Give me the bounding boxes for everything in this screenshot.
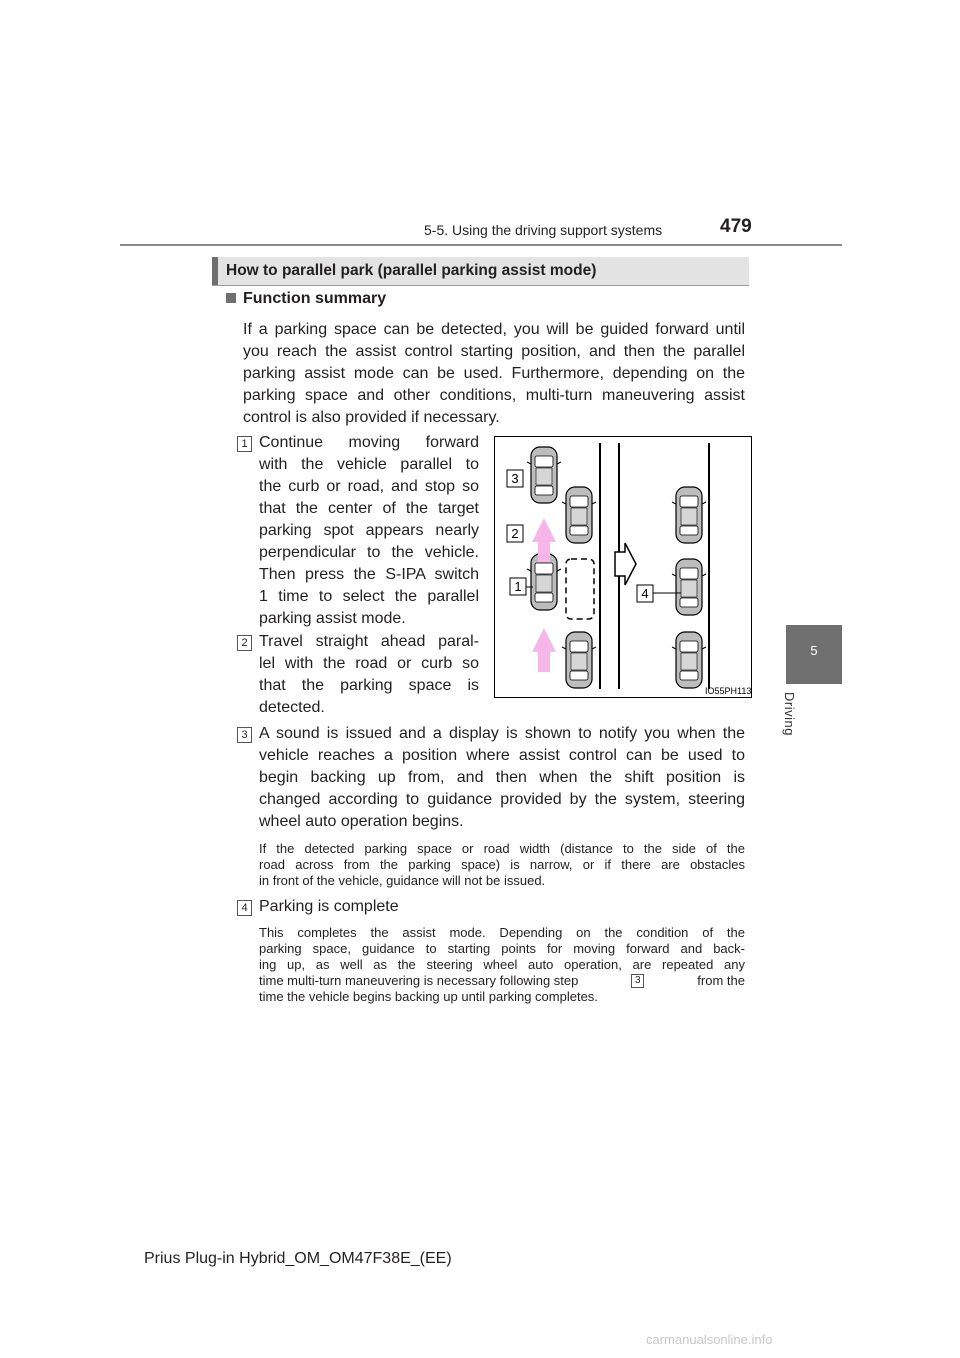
note-fragment: time multi-turn maneuvering is necessary following step	[259, 973, 579, 988]
function-summary-body	[243, 319, 745, 429]
step-line: wheel auto operation begins.	[259, 813, 464, 830]
step-2-text	[259, 631, 479, 719]
callout-1: 1	[514, 579, 522, 594]
step-line: with the vehicle parallel to	[259, 456, 479, 473]
page-number: 479	[720, 216, 752, 237]
step-3-text	[259, 723, 745, 833]
forward-arrow-icon	[532, 628, 556, 672]
subheading-function-summary: Function summary	[243, 290, 387, 307]
body-line: you reach the assist control starting position, and then the parallel	[243, 343, 745, 360]
step-line: Then press the S-IPA switch	[259, 566, 479, 583]
step-line: parking spot appears nearly	[259, 522, 479, 539]
watermark: carmanualsonline.info	[646, 1332, 773, 1347]
step-line: vehicle reaches a position where assist control can be used to	[259, 747, 745, 764]
header-divider	[120, 244, 842, 246]
note-line: in front of the vehicle, guidance will not be issued.	[259, 873, 546, 888]
body-line: control is also provided if necessary.	[243, 409, 500, 426]
chapter-label: Driving	[782, 692, 797, 736]
section-title: How to parallel park (parallel parking assist mode)	[226, 262, 597, 279]
note-fragment: from the	[697, 973, 745, 988]
callout-2: 2	[511, 526, 519, 541]
step-line: that the parking space is	[259, 677, 479, 694]
parallel-parking-figure	[494, 436, 752, 698]
own-vehicle-icon	[527, 554, 561, 610]
parked-car-icon	[672, 632, 706, 688]
note-line: time the vehicle begins backing up until parking completes.	[259, 989, 598, 1004]
header-section-title: 5-5. Using the driving support systems	[424, 222, 663, 238]
step-line: perpendicular to the vehicle.	[259, 544, 479, 561]
body-line: If a parking space can be detected, you will be guided forward until	[243, 321, 745, 338]
figure-code: IO55PH113	[705, 686, 751, 696]
body-line: parking assist mode can be used. Furthermore, depending on the	[243, 365, 745, 382]
note-line: parking space, guidance to starting points for moving forward and back-	[259, 941, 745, 956]
parked-vehicle-icon	[672, 559, 706, 615]
step-line: lel with the road or curb so	[259, 655, 479, 672]
step-line: 1 time to select the parallel	[259, 588, 479, 605]
body-line: parking space and other conditions, multi-turn maneuvering assist	[243, 387, 745, 404]
step-number-3: 3	[237, 727, 252, 743]
chapter-number: 5	[810, 643, 818, 658]
step-line: detected.	[259, 699, 325, 716]
target-parking-space	[566, 559, 594, 619]
callout-4: 4	[641, 586, 649, 601]
step-line: Travel straight ahead paral-	[259, 633, 479, 650]
step-4-note	[259, 925, 745, 1005]
step-line: Continue moving forward	[259, 434, 479, 451]
parked-car-icon	[562, 487, 596, 543]
step-number-4: 4	[237, 900, 252, 916]
note-line-with-ref	[259, 973, 745, 989]
note-line: This completes the assist mode. Depending on the condition of the	[259, 925, 745, 940]
note-line: road across from the parking space) is narrow, or if there are obstacles	[259, 857, 745, 872]
parked-car-icon	[562, 632, 596, 688]
step-4-text: Parking is complete	[259, 898, 399, 915]
own-vehicle-icon	[527, 447, 561, 503]
step-3-note	[259, 841, 745, 889]
note-line: If the detected parking space or road width (distance to the side of the	[259, 841, 745, 856]
parking-diagram	[495, 437, 751, 697]
square-bullet-icon	[226, 293, 236, 303]
step-1-text	[259, 432, 479, 630]
footer-document-id: Prius Plug-in Hybrid_OM_OM47F38E_(EE)	[144, 1250, 452, 1267]
step-line: the curb or road, and stop so	[259, 478, 479, 495]
step-number-1: 1	[237, 436, 252, 452]
section-title-bar	[212, 257, 749, 286]
step-line: parking assist mode.	[259, 610, 406, 627]
step-number-2: 2	[237, 635, 252, 651]
step-line: that the center of the target	[259, 500, 479, 517]
callout-3: 3	[511, 471, 519, 486]
note-line: ing up, as well as the steering wheel auto operation, are repeated any	[259, 957, 745, 972]
step-ref-3: 3	[631, 974, 644, 988]
step-line: begin backing up from, and then when the shift position is	[259, 769, 745, 786]
section-accent	[212, 257, 218, 285]
step-line: changed according to guidance provided by the system, steering	[259, 791, 745, 808]
parked-car-icon	[672, 487, 706, 543]
step-line: A sound is issued and a display is shown to notify you when the	[259, 725, 745, 742]
